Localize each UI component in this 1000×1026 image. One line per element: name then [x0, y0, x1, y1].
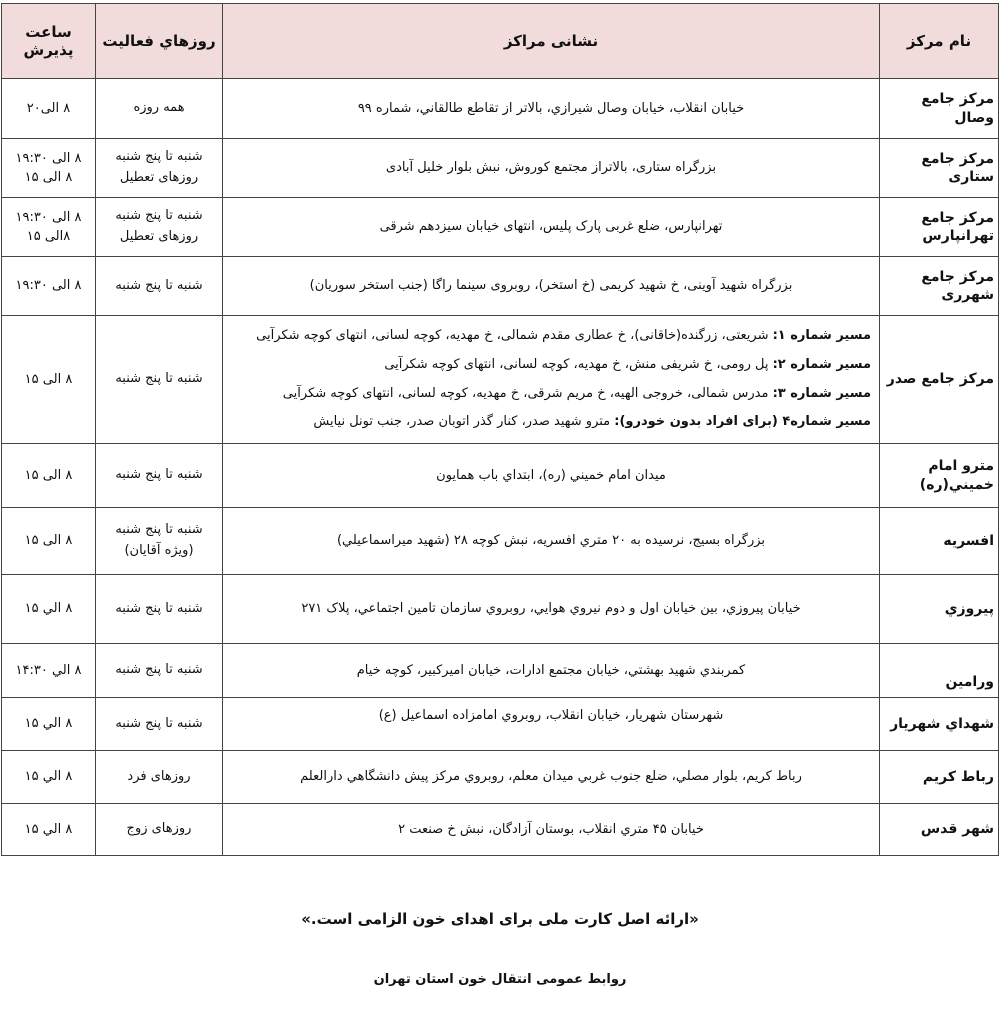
route-text: پل رومی، خ شریفی منش، خ مهدیه، کوچه لسانی، انتهای کوچه شکرآیی	[384, 356, 773, 372]
days-line: روزهای تعطیل	[119, 170, 199, 185]
header-center-name: نام مرکز	[880, 4, 999, 79]
route-label: مسیر شماره ۱:	[772, 328, 871, 344]
center-address: کمربندي شهيد بهشتي، خيابان مجتمع ادارات، خيابان اميرکبير، کوچه خيام	[223, 644, 880, 698]
days-line: شنبه تا پنج شنبه	[115, 467, 203, 483]
center-address: خيابان انقلاب، خيابان وصال شيرازي، بالاتر از تقاطع طالقاني، شماره ۹۹	[223, 79, 880, 139]
route-label: مسیر شماره۴ (برای افراد بدون خودرو):	[614, 414, 871, 430]
center-days	[96, 804, 223, 856]
center-hours	[2, 575, 96, 644]
center-address: بزرگراه ستاری، بالاتراز مجتمع کوروش، نبش بلوار خلیل آبادی	[223, 139, 880, 198]
center-days	[96, 698, 223, 751]
route-line	[227, 351, 875, 380]
days-line: روزهای تعطیل	[119, 229, 199, 244]
center-days	[96, 575, 223, 644]
center-days	[96, 508, 223, 575]
table-row	[2, 508, 999, 575]
days-line: شنبه تا پنج شنبه	[115, 277, 203, 293]
hours-line: ۸ الي ۱۴:۳۰	[15, 662, 82, 678]
center-name: مرکز جامع وصال	[880, 79, 999, 139]
center-hours	[2, 198, 96, 257]
center-name: ورامين	[880, 644, 999, 698]
center-days	[96, 444, 223, 508]
hours-line: ۸ الی ۱۹:۳۰	[15, 150, 82, 166]
days-line: شنبه تا پنج شنبه	[115, 149, 203, 165]
hours-line: ۸ الی ۱۵	[24, 533, 73, 549]
header-address: نشانی مراکز	[223, 4, 880, 79]
table-row	[2, 444, 999, 508]
center-days	[96, 79, 223, 139]
center-address: خيابان پيروزي، بين خيابان اول و دوم نيروي هوايي، روبروي سازمان تامين اجتماعي، پلاک ۲۷۱	[223, 575, 880, 644]
days-line: روزهای زوج	[126, 821, 192, 837]
table-row	[2, 79, 999, 139]
center-address: شهرستان شهريار، خيابان انقلاب، روبروي امامزاده اسماعيل (ع)	[223, 698, 880, 751]
days-line: شنبه تا پنج شنبه	[115, 600, 203, 616]
days-line: همه روزه	[133, 100, 185, 116]
days-line: شنبه تا پنج شنبه	[115, 522, 203, 538]
days-line: شنبه تا پنج شنبه	[115, 715, 203, 731]
center-address: تهرانپارس، ضلع غربی پارک پلیس، انتهای خیابان سیزدهم شرقی	[223, 198, 880, 257]
header-days: روزهاي فعاليت	[96, 4, 223, 79]
header-hours-line1: ساعت	[25, 23, 72, 41]
centers-table	[1, 3, 999, 856]
center-days	[96, 198, 223, 257]
hours-line: ۸ الی ۱۹:۳۰	[15, 209, 82, 225]
table-row	[2, 198, 999, 257]
table-header-row	[2, 4, 999, 79]
center-address: ميدان امام خميني (ره)، ابتداي باب همايون	[223, 444, 880, 508]
center-address: بزرگراه بسيج، نرسيده به ۲۰ متري افسريه، نبش کوچه ۲۸ (شهيد ميراسماعيلي)	[223, 508, 880, 575]
center-address: رباط کريم، بلوار مصلي، ضلع جنوب غربي ميدان معلم، روبروي مرکز پيش دانشگاهي دارالعلم	[223, 751, 880, 804]
center-hours	[2, 508, 96, 575]
center-days	[96, 139, 223, 198]
center-address: خيابان ۴۵ متري انقلاب، بوستان آزادگان، نبش خ صنعت ۲	[223, 804, 880, 856]
route-line	[227, 408, 875, 437]
route-label: مسیر شماره ۲:	[772, 356, 871, 372]
days-line: شنبه تا پنج شنبه	[115, 662, 203, 678]
center-name: رباط کريم	[880, 751, 999, 804]
center-hours	[2, 751, 96, 804]
hours-line: ۸ الی ۱۵	[24, 170, 73, 185]
table-row	[2, 257, 999, 316]
header-hours	[2, 4, 96, 79]
days-line: شنبه تا پنج شنبه	[115, 371, 203, 387]
table-row	[2, 698, 999, 751]
center-days	[96, 257, 223, 316]
hours-line: ۸ الی ۱۹:۳۰	[15, 278, 82, 294]
route-text: شریعتی، زرگنده(خاقانی)، خ عطاری مقدم شمالی، خ مهدیه، کوچه لسانی، انتهای کوچه شکرآیی	[256, 328, 773, 344]
center-routes	[223, 316, 880, 444]
center-hours	[2, 444, 96, 508]
days-line: شنبه تا پنج شنبه	[115, 208, 203, 224]
center-name: شهداي شهريار	[880, 698, 999, 751]
days-line: روزهای فرد	[127, 768, 191, 784]
table-row	[2, 751, 999, 804]
route-text: مدرس شمالی، خروجی الهیه، خ مریم شرقی، خ مهدیه، کوچه لسانی، انتهای کوچه شکرآیی	[282, 385, 773, 401]
hours-line: ۸الی ۱۵	[26, 229, 71, 244]
route-line	[227, 322, 875, 351]
table-row	[2, 804, 999, 856]
table-row	[2, 139, 999, 198]
center-name: مرکز جامع تهرانپارس	[880, 198, 999, 257]
center-days	[96, 751, 223, 804]
center-name: مرکز جامع صدر	[880, 316, 999, 444]
center-name: مرکز جامع شهرری	[880, 257, 999, 316]
table-row	[2, 644, 999, 698]
route-text: مترو شهید صدر، کنار گذر اتوبان صدر، جنب تونل نیایش	[313, 414, 615, 430]
header-hours-line2: پذيرش	[23, 41, 74, 59]
center-name: افسریه	[880, 508, 999, 575]
hours-line: ۸ الي ۱۵	[24, 769, 73, 785]
center-hours	[2, 257, 96, 316]
hours-line: ۸ الی ۱۵	[24, 371, 73, 387]
center-name: شهر قدس	[880, 804, 999, 856]
hours-line: ۸ الی۲۰	[26, 100, 71, 116]
table-row	[2, 316, 999, 444]
route-label: مسیر شماره ۳:	[772, 385, 871, 401]
days-line: (ویژه آقایان)	[124, 543, 194, 558]
center-hours	[2, 644, 96, 698]
hours-line: ۸ الي ۱۵	[24, 601, 73, 617]
route-line	[227, 380, 875, 409]
table-row	[2, 575, 999, 644]
national-id-note: «ارائه اصل کارت ملی برای اهدای خون الزامی است.»	[301, 910, 699, 928]
center-name: مرکز جامع ستاری	[880, 139, 999, 198]
center-name: پيروزي	[880, 575, 999, 644]
center-hours	[2, 698, 96, 751]
hours-line: ۸ الی ۱۵	[24, 467, 73, 483]
center-hours	[2, 139, 96, 198]
center-name: مترو امام خميني(ره)	[880, 444, 999, 508]
center-address: بزرگراه شهید آوینی، خ شهید کریمی (خ استخر)، روبروی سینما راگا (جنب استخر سوریان)	[223, 257, 880, 316]
center-hours	[2, 316, 96, 444]
hours-line: ۸ الي ۱۵	[24, 716, 73, 732]
footer-credit: روابط عمومی انتقال خون استان تهران	[373, 972, 627, 987]
center-days	[96, 316, 223, 444]
center-hours	[2, 79, 96, 139]
center-hours	[2, 804, 96, 856]
hours-line: ۸ الي ۱۵	[24, 821, 73, 837]
center-days	[96, 644, 223, 698]
